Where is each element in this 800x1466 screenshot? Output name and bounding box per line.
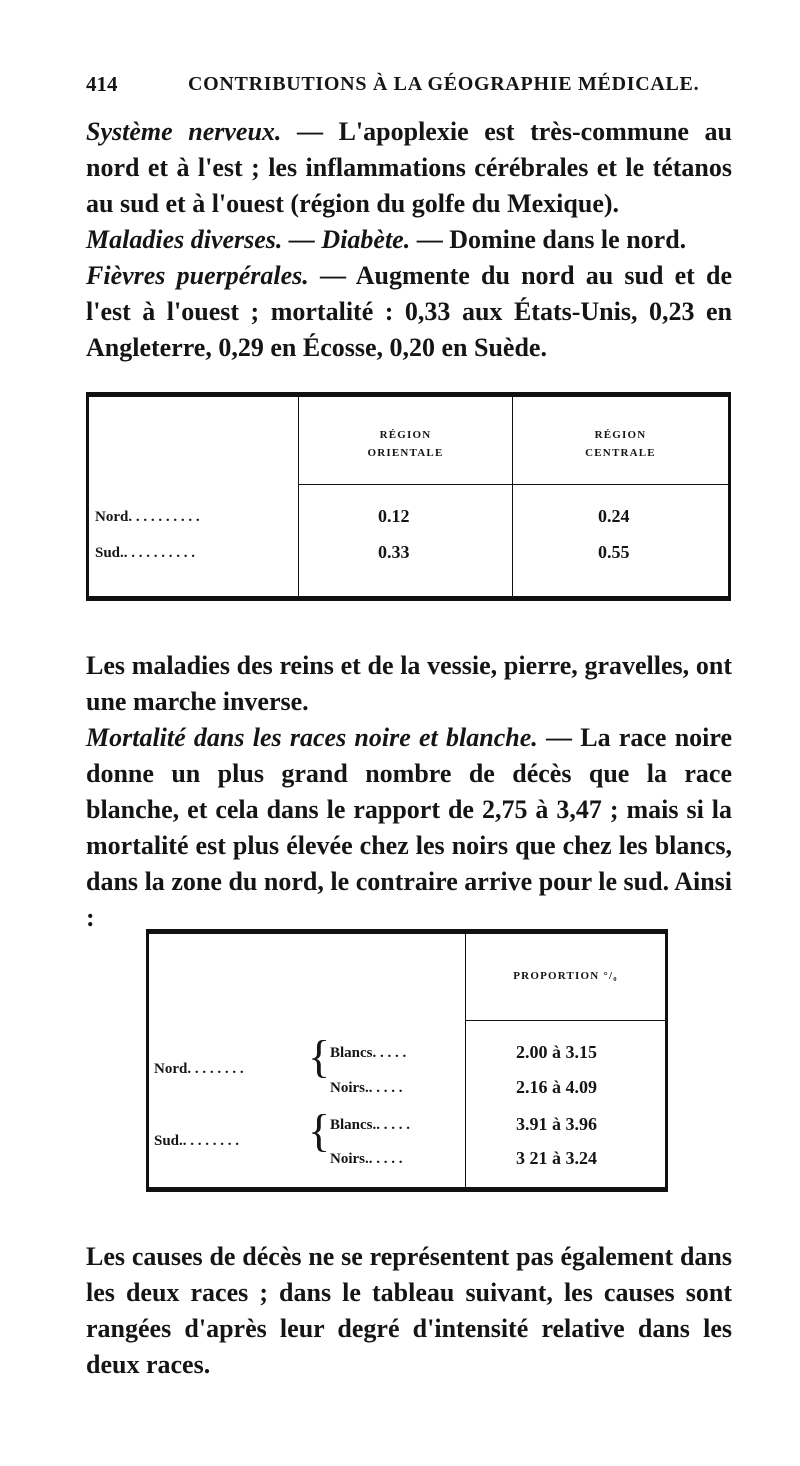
- paragraph-text: Les maladies des reins et de la vessie, pierre, gravelles, ont une marche inverse.: [86, 651, 732, 716]
- paragraph-causes-deces: [86, 1239, 732, 1383]
- page-number: 414: [86, 72, 118, 96]
- paragraph-reins-vessie: [86, 648, 732, 720]
- column-header-proportion: PROPORTION °/₀: [513, 970, 618, 982]
- column-header-region-orientale: [299, 426, 512, 462]
- row-label: Blancs. . . . .: [330, 1045, 407, 1061]
- table-border-bottom: [146, 1187, 668, 1192]
- table-border-left: [146, 929, 149, 1192]
- header-rule: [466, 1020, 665, 1021]
- paragraph-text: — La race noire donne un plus grand nombre de décès que la race blanche, et cela dans le rapport de 2,75 à 3,47 ; mais si la mortalité est plus élevée chez les noirs que chez les blancs, dans la zone du nord, le contraire arrive pour le sud. Ainsi :: [86, 723, 732, 932]
- row-label: Blancs.. . . . .: [330, 1117, 411, 1133]
- paragraph-systeme-nerveux: [86, 114, 732, 222]
- table-border-top: [146, 929, 668, 934]
- paragraph-maladies-diverses: [86, 222, 732, 258]
- row-label: Nord. . . . . . . . . .: [95, 509, 200, 525]
- paragraph-text: — L'apoplexie est très-commune au nord et à l'est ; les inflammations cérébrales et le tétanos au sud et à l'ouest (région du golfe du Mexique).: [86, 117, 732, 218]
- group-label-nord: Nord. . . . . . . .: [154, 1061, 244, 1077]
- running-title: CONTRIBUTIONS À LA GÉOGRAPHIE MÉDICALE.: [188, 73, 700, 95]
- table-border-top: [86, 392, 731, 397]
- brace-glyph: {: [308, 1105, 331, 1156]
- cell-value: 0.55: [598, 542, 630, 562]
- cell-value: 3.91 à 3.96: [516, 1114, 597, 1134]
- table-border-right: [665, 929, 668, 1192]
- paragraph-heading: Mortalité dans les races noire et blanche.: [86, 723, 538, 752]
- paragraph-mortalite-races: [86, 720, 732, 936]
- cell-value: 3 21 à 3.24: [516, 1148, 597, 1168]
- row-label: Sud.. . . . . . . . . .: [95, 545, 196, 561]
- running-header: [86, 72, 726, 102]
- header-rule: [299, 484, 728, 485]
- paragraph-heading: Fièvres puerpérales.: [86, 261, 309, 290]
- paragraph-heading: Maladies diverses. — Diabète.: [86, 225, 411, 254]
- column-header-region-centrale: [513, 426, 728, 462]
- paragraph-text: Les causes de décès ne se représentent pas également dans les deux races ; dans le tableau suivant, les causes sont rangées d'après leur degré d'intensité relative dans les deux races.: [86, 1242, 732, 1379]
- paragraph-text: — Domine dans le nord.: [410, 225, 687, 254]
- brace-glyph: {: [308, 1031, 331, 1082]
- row-label: Noirs.. . . . .: [330, 1151, 403, 1167]
- paragraph-heading: Système nerveux.: [86, 117, 282, 146]
- paragraph-text: — Augmente du nord au sud et de l'est à l'ouest ; mortalité : 0,33 aux États-Unis, 0,23 en Angleterre, 0,29 en Écosse, 0,20 en Suède.: [86, 261, 733, 362]
- cell-value: 2.00 à 3.15: [516, 1042, 597, 1062]
- column-header-text: RÉGION CENTRALE: [585, 429, 656, 459]
- table-border-bottom: [86, 596, 731, 601]
- table-border-right: [728, 392, 731, 601]
- column-header-text: RÉGION ORIENTALE: [367, 429, 444, 459]
- cell-value: 2.16 à 4.09: [516, 1077, 597, 1097]
- cell-value: 0.12: [378, 506, 410, 526]
- cell-value: 0.24: [598, 506, 630, 526]
- row-label: Noirs.. . . . .: [330, 1080, 403, 1096]
- table-border-left: [86, 392, 89, 601]
- group-label-sud: Sud.. . . . . . . .: [154, 1133, 240, 1149]
- paragraph-fievres-puerperales: [86, 258, 732, 366]
- cell-value: 0.33: [378, 542, 410, 562]
